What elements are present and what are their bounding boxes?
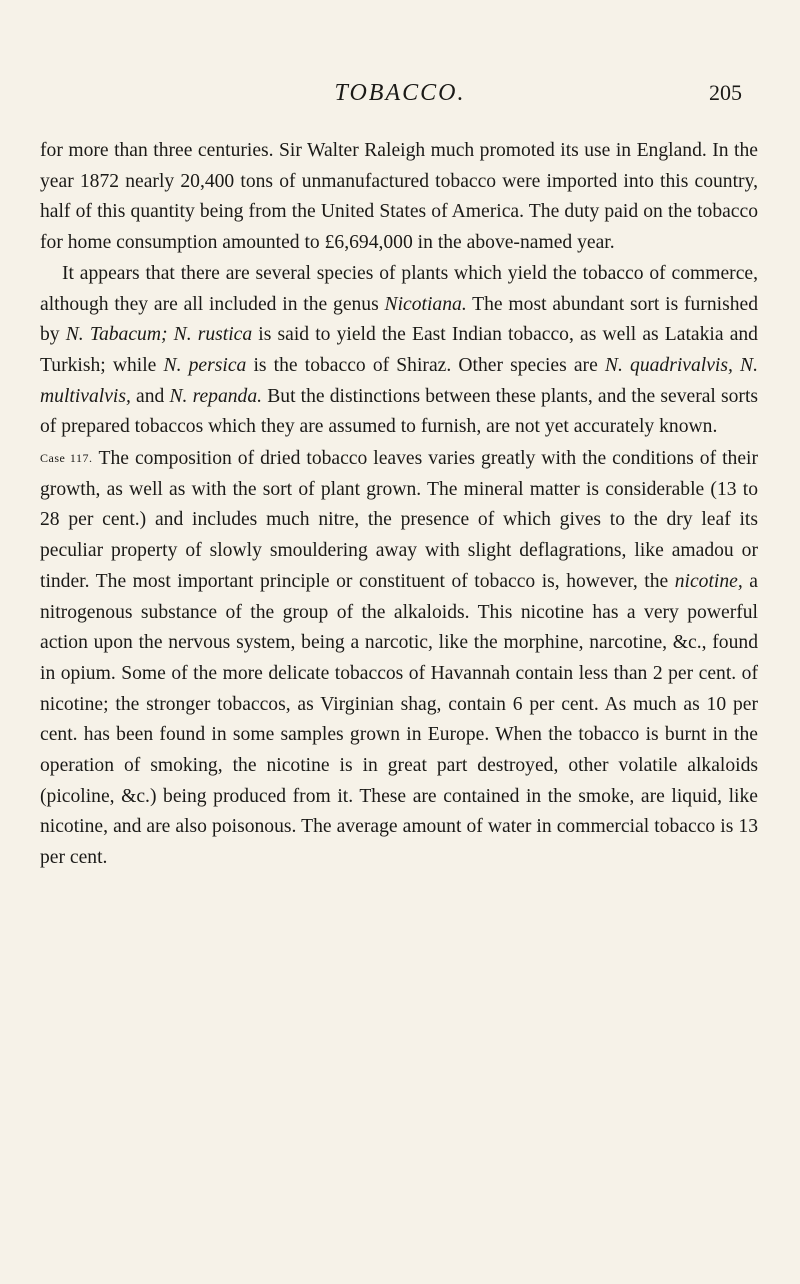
paragraph-2-text-3: is said to yield the East Indian tobacco, as well as Latakia and Turkish; while	[40, 324, 758, 376]
paragraph-2-text-4: is the tobacco of Shiraz. Other species are	[246, 354, 605, 376]
case-reference: Case 117.	[40, 451, 93, 466]
species-name: N. Tabacum; N. rustica	[65, 324, 253, 346]
paragraph-3	[40, 443, 758, 874]
species-name: N. quadrivalvis, N. multivalvis,	[40, 354, 758, 407]
species-name: N. persica	[163, 354, 247, 376]
species-name: N. repanda.	[169, 385, 263, 407]
paragraph-1-text: for more than three centuries. Sir Walter Raleigh much promoted its use in England. In the year 1872 nearly 20,400 tons of unmanufactured tobacco were imported into this country, half of this quantity being from the United States of America. The duty paid on the tobacco for home consumption amounted to £6,694,000 in the above-named year.	[40, 140, 758, 254]
running-title: TOBACCO.	[334, 80, 466, 106]
paragraph-3-text-1: The composition of dried tobacco leaves varies greatly with the conditions of their growth, as well as with the sort of plant grown. The mineral matter is considerable (13 to 28 per cent.) and includes much nitre, the presence of which gives to the dry leaf its peculiar property of slowly smouldering away with slight deflagrations, like amadou or tinder. The most important principle or constituent of tobacco is, however, the	[40, 448, 758, 592]
page-number: 205	[709, 80, 742, 105]
running-head	[0, 80, 800, 120]
paragraph-3-text-2: a nitrogenous substance of the group of the alkaloids. This nicotine has a very powerful action upon the nervous system, being a narcotic, like the morphine, narcotine, &c., found in opium. Some of the more delicate tobaccos of Havannah contain less than 2 per cent. of nicotine; the stronger tobaccos, as Virginian shag, contain 6 per cent. As much as 10 per cent. has been found in some samples grown in Europe. When the tobacco is burnt in the operation of smoking, the nicotine is in great part destroyed, other volatile alkaloids (picoline, &c.) being produced from it. These are contained in the smoke, are liquid, like nicotine, and are also poisonous. The average amount of water in commercial tobacco is 13 per cent.	[40, 570, 758, 869]
paragraph-2-text-6: But the distinctions between these plants, and the several sorts of prepared tobaccos which they are assumed to furnish, are not yet accurately known.	[40, 385, 759, 438]
body-text	[40, 136, 758, 874]
paragraph-2-text-1: It appears that there are several species of plants which yield the tobacco of commerce, although they are all included in the genus	[40, 262, 758, 315]
species-name: Nicotiana.	[384, 293, 467, 315]
paragraph-2	[40, 259, 758, 443]
term-nicotine: nicotine,	[674, 570, 743, 592]
paragraph-2-text-2: The most abundant sort is furnished by	[40, 293, 758, 346]
paragraph-1	[40, 136, 758, 259]
paragraph-2-text-5: and	[130, 385, 170, 407]
